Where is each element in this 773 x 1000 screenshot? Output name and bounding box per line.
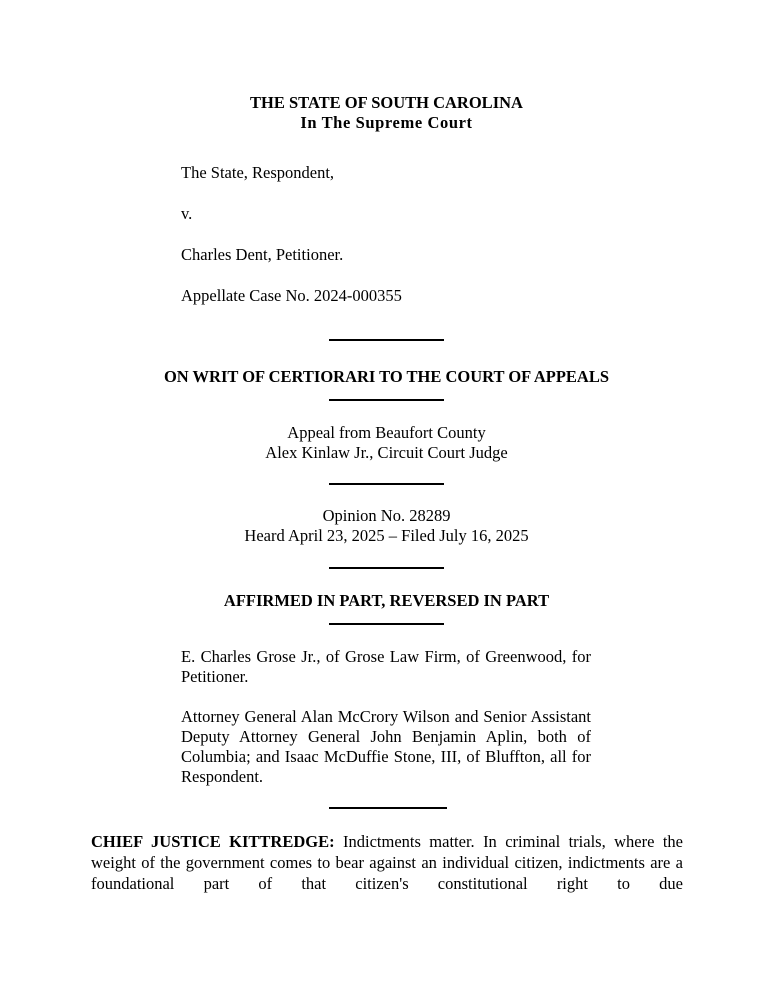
opinion-author: CHIEF JUSTICE KITTREDGE: bbox=[91, 832, 335, 851]
state-heading: THE STATE OF SOUTH CAROLINA bbox=[250, 93, 523, 112]
disposition: AFFIRMED IN PART, REVERSED IN PART bbox=[223, 591, 550, 610]
opinion-text bbox=[91, 831, 683, 894]
opinion-dates: Heard April 23, 2025 – Filed July 16, 2025 bbox=[244, 526, 529, 545]
writ-heading: ON WRIT OF CERTIORARI TO THE COURT OF APPEALS bbox=[163, 367, 610, 386]
divider-rule bbox=[329, 567, 444, 569]
divider-rule bbox=[329, 623, 444, 625]
case-number: Appellate Case No. 2024-000355 bbox=[181, 286, 402, 305]
appeal-from: Appeal from Beaufort County bbox=[287, 423, 486, 442]
petitioner-party: Charles Dent, Petitioner. bbox=[181, 245, 344, 264]
trial-judge: Alex Kinlaw Jr., Circuit Court Judge bbox=[265, 443, 508, 462]
divider-rule bbox=[329, 807, 447, 809]
court-heading: In The Supreme Court bbox=[300, 113, 473, 132]
opinion-number: Opinion No. 28289 bbox=[322, 506, 451, 525]
counsel-petitioner: E. Charles Grose Jr., of Grose Law Firm, of Greenwood, for Petitioner. bbox=[181, 647, 591, 686]
divider-rule bbox=[329, 399, 444, 401]
counsel-respondent: Attorney General Alan McCrory Wilson and Senior Assistant Deputy Attorney General John Benjamin Aplin, both of Columbia; and Isaac McDuffie Stone, III, of Bluffton, all for Respondent. bbox=[181, 707, 591, 786]
opinion-paragraph: Indictments matter. In criminal trials, where the weight of the government comes to bear against an individual citizen, indictments are a foundational part of that citizen's constitutional right to due bbox=[91, 832, 683, 893]
respondent-party: The State, Respondent, bbox=[181, 163, 335, 182]
versus: v. bbox=[181, 204, 193, 223]
divider-rule bbox=[329, 339, 444, 341]
divider-rule bbox=[329, 483, 444, 485]
